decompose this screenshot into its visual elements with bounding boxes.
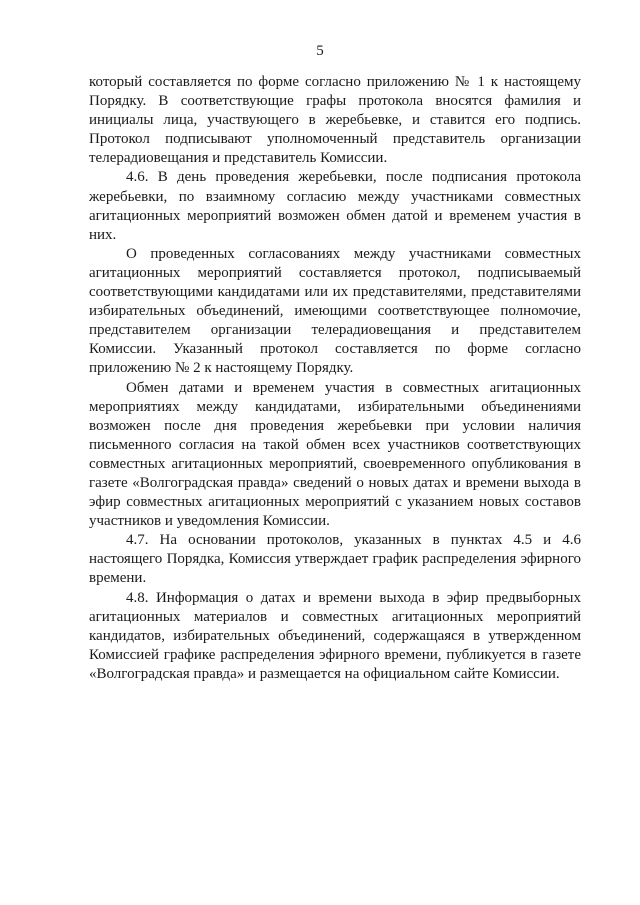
paragraph-4-8: 4.8. Информация о датах и времени выхода в эфир предвыборных агитационных материалов и совместных агитационных мероприятий кандидатов, избирательных объединений, содержащаяся в утвержденном Комиссией графике распределения эфирного времени, публикуется в газете «Волгоградская правда» и размещается на официальном сайте Комиссии. (89, 589, 581, 682)
document-body (89, 73, 581, 684)
paragraph-4-7: 4.7. На основании протоколов, указанных в пунктах 4.5 и 4.6 настоящего Порядка, Комиссия утверждает график распределения эфирного времени. (89, 532, 581, 587)
paragraph-4-6: 4.6. В день проведения жеребьевки, после подписания протокола жеребьевки, по взаимному согласию между участниками совместных агитационных мероприятий возможен обмен датой и временем участия в них. (89, 169, 581, 243)
page-number: 5 (316, 43, 324, 59)
paragraph-continuation: который составляется по форме согласно приложению № 1 к настоящему Порядку. В соответствующие графы протокола вносятся фамилия и инициалы лица, участвующего в жеребьевке, и ставится его подпись. Протокол подписывают уполномоченный представитель организации телерадиовещания и представитель Комиссии. (89, 74, 581, 167)
paragraph-exchange-conditions: Обмен датами и временем участия в совместных агитационных мероприятиях между кандидатами, избирательными объединениями возможен после дня проведения жеребьевки при условии наличия письменного согласия на такой обмен всех участников соответствующих совместных агитационных мероприятий, своевременного опубликования в газете «Волгоградская правда» сведений о новых датах и времени выхода в эфир совместных агитационных мероприятий с указанием новых составов участников и уведомления Комиссии. (89, 379, 581, 530)
paragraph-agreements-protocol: О проведенных согласованиях между участниками совместных агитационных мероприятий составляется протокол, подписываемый соответствующими кандидатами или их представителями, представителями избирательных объединений, имеющими соответствующее полномочие, представителем организации телерадиовещания и представителем Комиссии. Указанный протокол составляется по форме согласно приложению № 2 к настоящему Порядку. (89, 245, 581, 377)
